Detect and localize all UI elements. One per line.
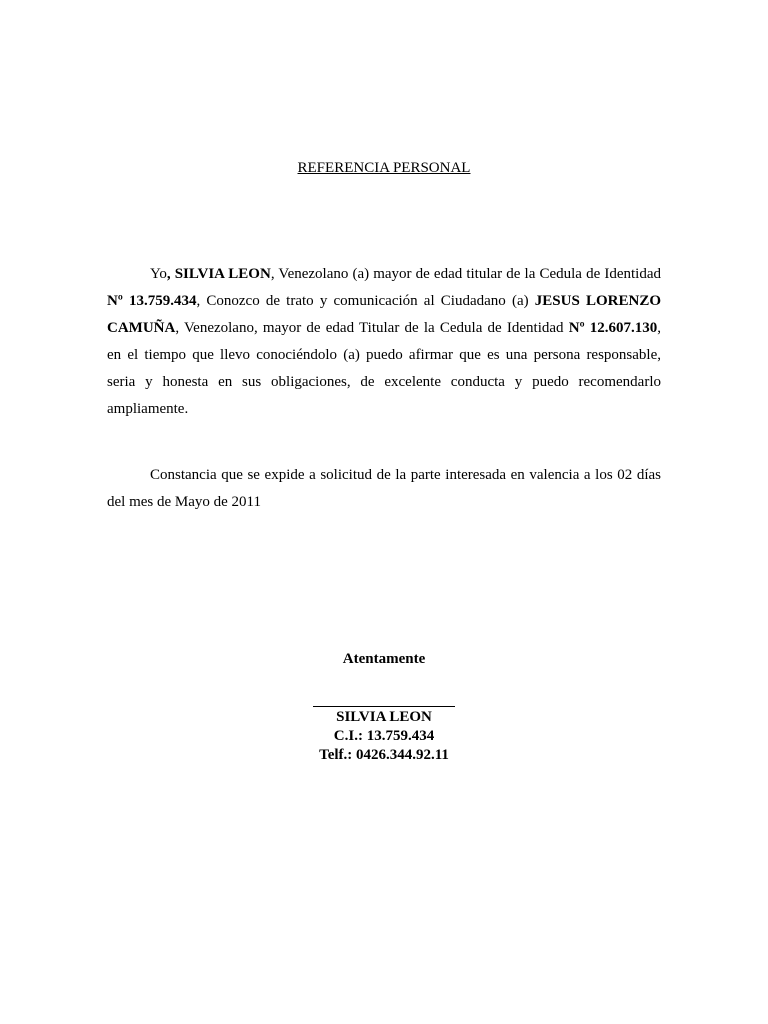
reference-paragraph [107,261,661,423]
referred-person-name: JESUS LORENZO CAMUÑA [107,293,661,336]
certification-text: Constancia que se expide a solicitud de la parte interesada en valencia a los 02 días del mes de Mayo de 2011 [107,467,661,510]
para1-text-5: , en el tiempo que llevo conociéndolo (a) puedo afirmar que es una persona responsable, seria y honesta en sus obligaciones, de excelente conducta y puedo recomendarlo ampliamente. [107,320,661,417]
signer-phone: Telf.: 0426.344.92.11 [319,747,449,763]
signature-block [0,708,768,765]
para1-text-2: , Venezolano (a) mayor de edad titular de la Cedula de Identidad [270,266,661,282]
para1-text-1: Yo [150,266,167,282]
closing-salutation: Atentamente [342,651,426,667]
signer-name: SILVIA LEON [336,709,432,725]
signature-line [313,706,455,707]
referred-person-id-number: Nº 12.607.130 [568,320,658,336]
para1-text-3: , Conozco de trato y comunicación al Ciudadano (a) [196,293,535,309]
document-title: REFERENCIA PERSONAL [297,160,471,176]
signer-id: C.I.: 13.759.434 [333,728,435,744]
referrer-id-number: Nº 13.759.434 [107,293,197,309]
para1-text-4: , Venezolano, mayor de edad Titular de la Cedula de Identidad [175,320,569,336]
referrer-name: , SILVIA LEON [166,266,271,282]
certification-paragraph [107,462,661,516]
